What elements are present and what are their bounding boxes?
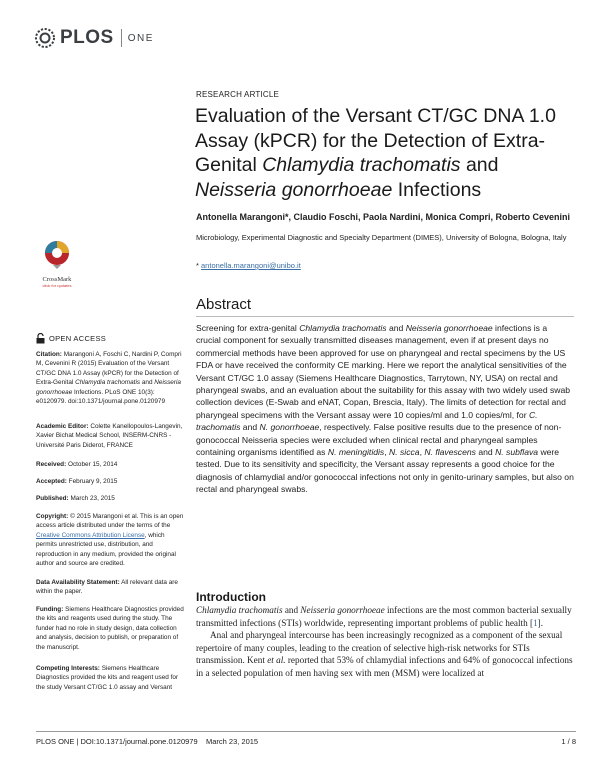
open-access-badge xyxy=(36,333,106,344)
abstract-divider xyxy=(196,316,574,317)
abstract-text: Screening for extra-genital Chlamydia trachomatis and Neisseria gonorrhoeae infections is a crucial component for sexually transmitted diseases management, even if at present days no commercial methods have been approved for use on pharyngeal and rectal specimens by the US FDA or have received the conformity CE marking. Here we report the analytical sensitivities of the Versant CT/GC 1.0 assay (Siemens Healthcare Diagnostics, Tarrytown, NY, USA) on rectal and pharyngeal swabs, and an evaluation about the suitability for this assay with two widely used swab collection devices (E-Swab and eNAT, Copan, Brescia, Italy). The limits of detection for rectal and pharyngeal specimens with the Versant assay were 10 copies/ml and 1.0 copies/ml, for C. trachomatis and N. gonorrhoeae, respectively. False positive results due to the presence of non-gonococcal Neisseria species were excluded when clinical rectal and pharyngeal samples containing organisms identified as N. meningitidis, N. sicca, N. flavescens and N. subflava were tested. Due to its sensitivity and specificity, the Versant assay represents a good choice for the diagnosis of chlamydial and/or gonococcal infections not only in genito-urinary samples, but also on rectal and pharyngeal swabs. xyxy=(196,323,574,495)
plos-brand: PLOS xyxy=(60,27,114,48)
title-text-2: Infections xyxy=(392,178,482,201)
title-and: and xyxy=(460,154,499,176)
corresponding-email xyxy=(196,261,301,270)
title-species-2: Neisseria gonorrhoeae xyxy=(195,178,393,201)
introduction-text xyxy=(196,604,574,679)
citation-block: Citation: Marangoni A, Foschi C, Nardini P, Compri M, Cevenini R (2015) Evaluation of the Versant CT/GC DNA 1.0 Assay (kPCR) for the Detection of Extra-Genital Chlamydia trachomatis and Neisseria gonorrhoeae Infections. PLoS ONE 10(3): e0120979. doi:10.1371/journal.pone.0120979 xyxy=(36,351,182,406)
abstract-heading: Abstract xyxy=(196,296,252,313)
received-date: Received: October 15, 2014 xyxy=(36,461,118,468)
crossmark-label: CrossMark xyxy=(42,276,72,283)
editor-block: Academic Editor: Colette Kanellopoulos-Langevin, Xavier Bichat Medical School, INSERM-CNRS - Université Paris Diderot, FRANCE xyxy=(36,423,183,449)
competing-interests-block: Competing Interests: Siemens Healthcare Diagnostics provided the kits and reagent used for the study Versant CT/GC 1.0 assay and Versant xyxy=(36,665,179,691)
introduction-heading: Introduction xyxy=(196,590,266,604)
title-text-1: Evaluation of the Versant CT/GC DNA 1.0 Assay (kPCR) for the Detection of Extra-Genital xyxy=(195,105,556,176)
title-species-1: Chlamydia trachomatis xyxy=(262,154,461,176)
crossmark-icon xyxy=(36,240,78,270)
open-lock-icon xyxy=(36,333,45,344)
intro-paragraph-1: Chlamydia trachomatis and Neisseria gonorrhoeae infections are the most common bacterial sexually transmitted infections (STIs) worldwide, representing important problems of public health [1]. xyxy=(196,605,572,628)
crossmark-sub: click for updates xyxy=(42,283,72,288)
open-access-label: OPEN ACCESS xyxy=(49,334,107,343)
license-link[interactable]: Creative Commons Attribution License xyxy=(36,531,145,539)
published-date: Published: March 23, 2015 xyxy=(36,495,115,502)
accepted-date: Accepted: February 9, 2015 xyxy=(36,478,118,485)
footer-divider xyxy=(36,731,576,732)
email-link[interactable]: antonella.marangoni@unibo.it xyxy=(201,261,301,270)
article-type: RESEARCH ARTICLE xyxy=(196,90,280,99)
affiliation: Microbiology, Experimental Diagnostic and Specialty Department (DIMES), University of Bologna, Bologna, Italy xyxy=(196,233,567,242)
logo-divider xyxy=(121,29,122,47)
crossmark-badge[interactable] xyxy=(36,240,78,288)
footer-citation: PLOS ONE | DOI:10.1371/journal.pone.0120979 March 23, 2015 xyxy=(36,737,259,746)
reference-link[interactable]: 1 xyxy=(533,617,538,628)
article-title xyxy=(195,104,575,202)
email-mark: * xyxy=(196,261,199,270)
author-list: Antonella Marangoni*, Claudio Foschi, Paola Nardini, Monica Compri, Roberto Cevenini xyxy=(196,212,571,222)
data-availability-block: Data Availability Statement: All relevant data are within the paper. xyxy=(36,579,178,596)
plos-one-logo[interactable] xyxy=(34,27,154,49)
intro-paragraph-2: Anal and pharyngeal intercourse has been increasingly recognized as a component of the sexual repertoire of many couples, leading to the creation of selective high-risk networks for STIs transmission. Kent et al. reported that 53% of chlamydial infections and 64% of gonococcal infections in a selected population of men having sex with men (MSM) were localized at xyxy=(196,630,573,678)
plos-dots-icon xyxy=(34,27,56,49)
journal-name: ONE xyxy=(127,32,154,44)
page-number: 1 / 8 xyxy=(561,737,576,746)
funding-block: Funding: Siemens Healthcare Diagnostics provided the kits and reagents used during the study. The funder had no role in study design, data collection and analysis, decision to publish, or preparation of the manuscript. xyxy=(36,606,184,651)
copyright-block: Copyright: © 2015 Marangoni et al. This is an open access article distributed under the terms of the Creative Commons Attribution License, which permits unrestricted use, distribution, and reproduction in any medium, provided the original author and source are credited. xyxy=(36,513,184,568)
